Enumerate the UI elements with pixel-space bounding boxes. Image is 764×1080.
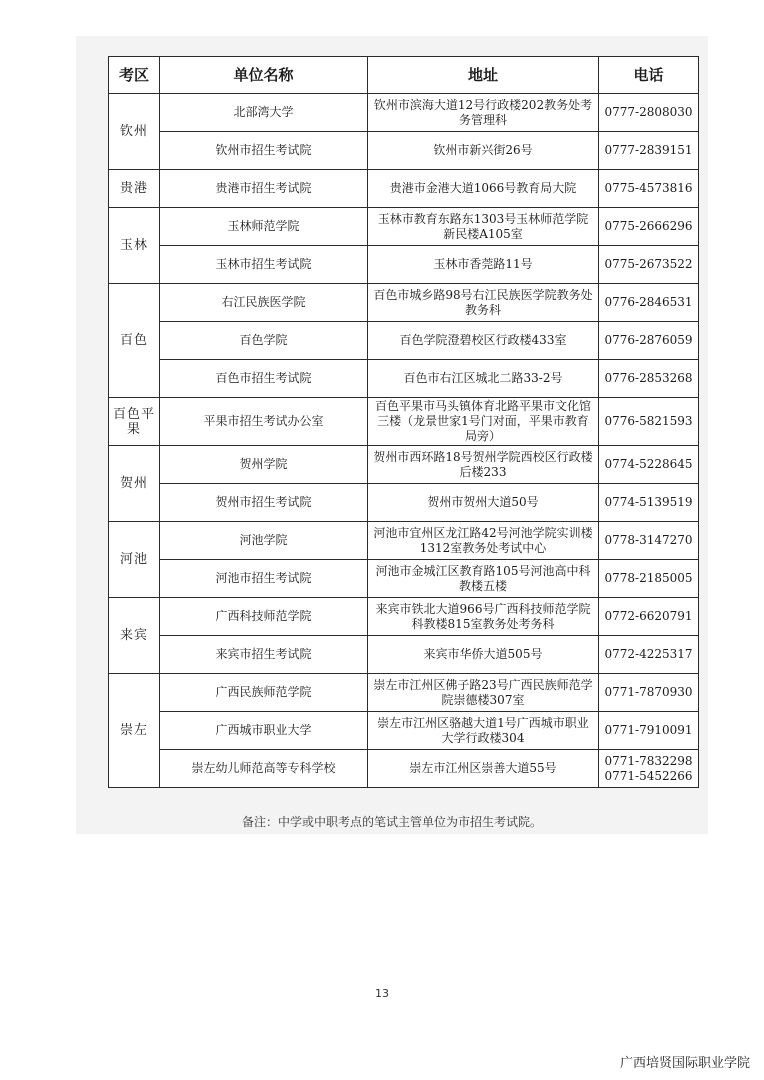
region-cell: 钦州 bbox=[109, 94, 160, 170]
phone-cell: 0776-2846531 bbox=[599, 284, 699, 322]
address-cell: 钦州市滨海大道12号行政楼202教务处考务管理科 bbox=[368, 94, 599, 132]
address-cell: 河池市宜州区龙江路42号河池学院实训楼1312室教务处考试中心 bbox=[368, 522, 599, 560]
unit-name-cell: 贺州学院 bbox=[160, 446, 368, 484]
phone-cell: 0772-6620791 bbox=[599, 598, 699, 636]
address-cell: 贵港市金港大道1066号教育局大院 bbox=[368, 170, 599, 208]
unit-name-cell: 右江民族医学院 bbox=[160, 284, 368, 322]
address-cell: 百色学院澄碧校区行政楼433室 bbox=[368, 322, 599, 360]
table-row bbox=[109, 598, 699, 636]
page-number: 13 bbox=[375, 987, 389, 1000]
phone-cell: 0772-4225317 bbox=[599, 636, 699, 674]
phone-cell: 0776-2853268 bbox=[599, 360, 699, 398]
table-row bbox=[109, 522, 699, 560]
unit-name-cell: 钦州市招生考试院 bbox=[160, 132, 368, 170]
table-row bbox=[109, 484, 699, 522]
address-cell: 河池市金城江区教育路105号河池高中科教楼五楼 bbox=[368, 560, 599, 598]
phone-cell: 0776-5821593 bbox=[599, 398, 699, 446]
region-cell: 崇左 bbox=[109, 674, 160, 788]
address-cell: 贺州市贺州大道50号 bbox=[368, 484, 599, 522]
region-cell: 来宾 bbox=[109, 598, 160, 674]
header-address: 地址 bbox=[368, 57, 599, 94]
unit-name-cell: 平果市招生考试办公室 bbox=[160, 398, 368, 446]
unit-name-cell: 百色市招生考试院 bbox=[160, 360, 368, 398]
phone-cell: 0774-5228645 bbox=[599, 446, 699, 484]
table-row bbox=[109, 750, 699, 788]
address-cell: 百色市城乡路98号右江民族医学院教务处教务科 bbox=[368, 284, 599, 322]
table-body bbox=[109, 94, 699, 788]
address-cell: 来宾市铁北大道966号广西科技师范学院科教楼815室教务处考务科 bbox=[368, 598, 599, 636]
phone-cell: 0775-4573816 bbox=[599, 170, 699, 208]
unit-name-cell: 河池市招生考试院 bbox=[160, 560, 368, 598]
region-cell: 百色平果 bbox=[109, 398, 160, 446]
institution-watermark: 广西培贤国际职业学院 bbox=[619, 1056, 750, 1071]
address-cell: 崇左市江州区崇善大道55号 bbox=[368, 750, 599, 788]
header-unit-name: 单位名称 bbox=[160, 57, 368, 94]
table-row bbox=[109, 322, 699, 360]
table-row bbox=[109, 246, 699, 284]
table-row bbox=[109, 712, 699, 750]
unit-name-cell: 广西城市职业大学 bbox=[160, 712, 368, 750]
header-phone: 电话 bbox=[599, 57, 699, 94]
exam-office-contact-table bbox=[108, 56, 699, 788]
phone-cell: 0771-7832298 0771-5452266 bbox=[599, 750, 699, 788]
table-row bbox=[109, 170, 699, 208]
phone-cell: 0776-2876059 bbox=[599, 322, 699, 360]
phone-cell: 0777-2808030 bbox=[599, 94, 699, 132]
phone-cell: 0778-2185005 bbox=[599, 560, 699, 598]
phone-cell: 0775-2673522 bbox=[599, 246, 699, 284]
address-cell: 崇左市江州区佛子路23号广西民族师范学院崇德楼307室 bbox=[368, 674, 599, 712]
table-row bbox=[109, 208, 699, 246]
table-row bbox=[109, 132, 699, 170]
phone-cell: 0778-3147270 bbox=[599, 522, 699, 560]
address-cell: 来宾市华侨大道505号 bbox=[368, 636, 599, 674]
unit-name-cell: 北部湾大学 bbox=[160, 94, 368, 132]
address-cell: 玉林市香莞路11号 bbox=[368, 246, 599, 284]
unit-name-cell: 贵港市招生考试院 bbox=[160, 170, 368, 208]
address-cell: 百色市右江区城北二路33-2号 bbox=[368, 360, 599, 398]
region-cell: 贵港 bbox=[109, 170, 160, 208]
unit-name-cell: 玉林师范学院 bbox=[160, 208, 368, 246]
table-row bbox=[109, 360, 699, 398]
address-cell: 钦州市新兴街26号 bbox=[368, 132, 599, 170]
header-region: 考区 bbox=[109, 57, 160, 94]
region-cell: 贺州 bbox=[109, 446, 160, 522]
unit-name-cell: 玉林市招生考试院 bbox=[160, 246, 368, 284]
unit-name-cell: 广西民族师范学院 bbox=[160, 674, 368, 712]
address-cell: 贺州市西环路18号贺州学院西校区行政楼后楼233 bbox=[368, 446, 599, 484]
unit-name-cell: 崇左幼儿师范高等专科学校 bbox=[160, 750, 368, 788]
unit-name-cell: 来宾市招生考试院 bbox=[160, 636, 368, 674]
phone-cell: 0771-7870930 bbox=[599, 674, 699, 712]
phone-cell: 0775-2666296 bbox=[599, 208, 699, 246]
table-row bbox=[109, 446, 699, 484]
footnote: 备注：中学或中职考点的笔试主管单位为市招生考试院。 bbox=[241, 815, 542, 829]
region-cell: 河池 bbox=[109, 522, 160, 598]
table-row bbox=[109, 398, 699, 446]
unit-name-cell: 广西科技师范学院 bbox=[160, 598, 368, 636]
table-row bbox=[109, 94, 699, 132]
phone-cell: 0771-7910091 bbox=[599, 712, 699, 750]
phone-cell: 0777-2839151 bbox=[599, 132, 699, 170]
address-cell: 玉林市教育东路东1303号玉林师范学院新民楼A105室 bbox=[368, 208, 599, 246]
unit-name-cell: 百色学院 bbox=[160, 322, 368, 360]
unit-name-cell: 贺州市招生考试院 bbox=[160, 484, 368, 522]
region-cell: 百色 bbox=[109, 284, 160, 398]
address-cell: 百色平果市马头镇体育北路平果市文化馆三楼（龙景世家1号门对面，平果市教育局旁） bbox=[368, 398, 599, 446]
phone-cell: 0774-5139519 bbox=[599, 484, 699, 522]
unit-name-cell: 河池学院 bbox=[160, 522, 368, 560]
table-row bbox=[109, 560, 699, 598]
region-cell: 玉林 bbox=[109, 208, 160, 284]
address-cell: 崇左市江州区骆越大道1号广西城市职业大学行政楼304 bbox=[368, 712, 599, 750]
table-row bbox=[109, 636, 699, 674]
table-header-row bbox=[109, 57, 699, 94]
table-row bbox=[109, 674, 699, 712]
table-row bbox=[109, 284, 699, 322]
